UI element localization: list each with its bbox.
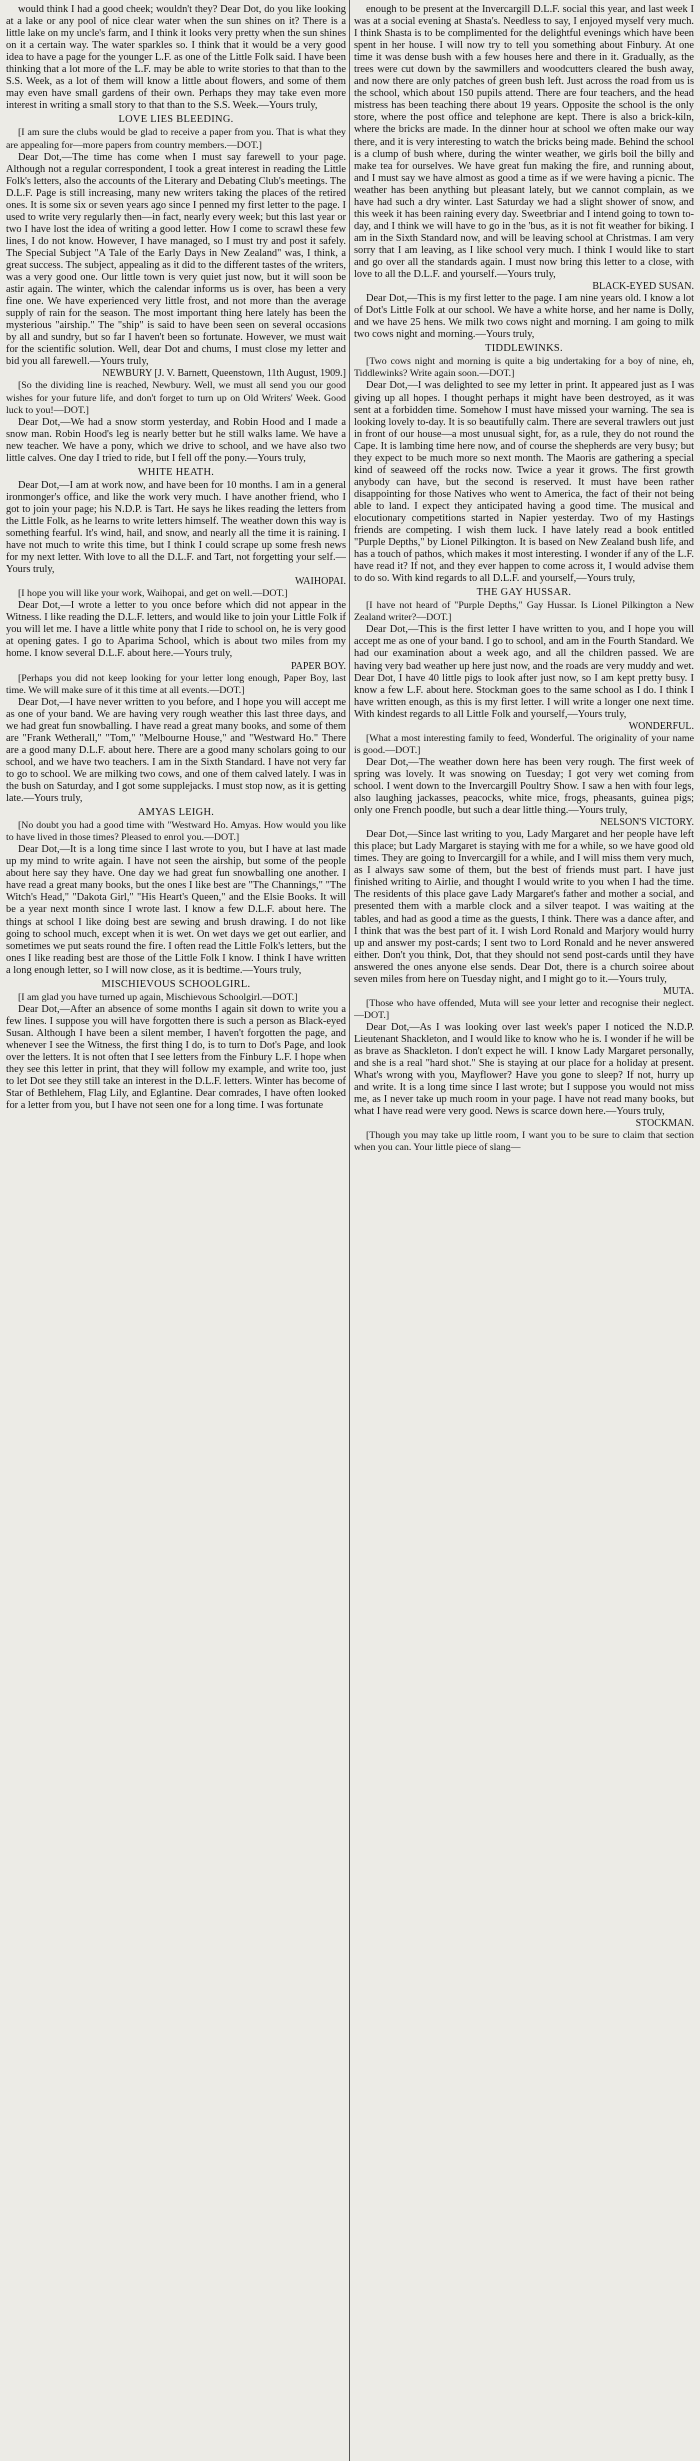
letter-paragraph: Dear Dot,—This is the first letter I have written to you, and I hope you will accept me as one of your band. I go to school, and am in the Fourth Standard. We had our examination about a week ago, and all the children passed. We are having very bad weather up here just now, and the roads are very muddy and wet. Dear Dot, I have 40 little pigs to look after just now, so I am kept pretty busy. I know a few L.F. about here. Stockman goes to the same school as I do. I think I have written enough, as this is my first letter. I will write a longer one next time. With kindest regards to all Little Folk and yourself,—Yours truly, <box>354 624 694 720</box>
signature: PAPER BOY. <box>290 660 346 672</box>
letter-paragraph: Dear Dot,—I was delighted to see my letter in print. It appeared just as I was giving up all hopes. I thought perhaps it might have been destroyed, as it was sent at a forbidden time. Somehow I must have missed your warning. The sea is looking lovely to-day. It is so beautifully calm. There are several trawlers out just in front of our house—a most unusual sight, for, as a rule, they do not round the Cape. It is lambing time here now, and of course the shepherds are very busy; but they expect to be much more so next month. The Maoris are gathering a special kind of seaweed off the rocks now. Twice a year it grows. The first growth anybody can have, but the second is reserved. It must have been rather disappointing for those Natives who went to America, the fact of their not being able to land. I expect they anticipated having a good time. The musical and elocutionary competitions started in Napier yesterday. Two of my Hastings friends are competing. I wish them luck. I have lately read a book entitled "Purple Depths," by Lionel Pilkington. It is based on New Zealand bush life, and has a touch of pathos, which makes it most interesting. I wonder if any of the L.F. have read it? If not, and they ever happen to come across it, I would advise them to do so. With kind regards to all D.L.F. and yourself,—Yours truly, <box>354 380 694 585</box>
pen-name-heading: WHITE HEATH. <box>137 466 215 478</box>
editor-reply: [Those who have offended, Muta will see your letter and recognise their neglect.—DOT.] <box>354 997 694 1021</box>
signature: STOCKMAN. <box>635 1118 694 1130</box>
left-column <box>6 4 346 2461</box>
letter-paragraph: would think I had a good cheek; wouldn't they? Dear Dot, do you like looking at a lake or any pool of nice clear water when the sun shines on it? There is a little lake on my uncle's farm, and I think it looks very pretty when the sun shines on it a certain way. The water sparkles so. I think that it would be a very good idea to have a page for the younger L.F. as one of the Little Folk said. I have been thinking that a lot more of the L.F. may be able to write stories to that than to the S.S. Week, as a lot of them will know a little about flowers, and some of them may even have small gardens of their own. Perhaps they may take even more interest in writing a small story to that than to the S.S. Week.—Yours truly, <box>6 4 346 112</box>
letter-paragraph: enough to be present at the Invercargill D.L.F. social this year, and last week I was at a social evening at Shasta's. Needless to say, I enjoyed myself very much. I think Shasta is to be complimented for the delightful evenings which have been spent in her house. I will now try to tell you something about Finbury. At one time it was dense bush with a few houses here and there in it. Gradually, as the trees were cut down by the sawmillers and woodcutters cleared the bush away, and now there are only patches of green bush left. Just across the road from us is the school, which about 150 pupils attend. There are four teachers, and the head mistress has been teaching there about 19 years. Opposite the school is the only store, where the post office and telephone are kept. There is also a brick-kiln, where the bricks are made. In the dinner hour at school we often make our way there, and it is very interesting to watch the bricks being made. Behind the school is a clump of bush where, during the winter weather, we girls boil the billy and make tea for ourselves. We have great fun making the fire, and running about, and I must say we have almost as good a time as if we were having a picnic. The weather has been anything but pleasant lately, but we cannot complain, as we have had such a dry winter. Last Saturday we had a slight shower of snow, and this week it has been raining every day. Sweetbriar and I intend going to town to-day, and I think we will have to go in the 'bus, as it is not fit weather for biking. I am in the Sixth Standard now, and will be leaving school at Christmas. I am very sorry that I am leaving, as I like school very much. I think I would like to start and go over all the standards again. I must now bring this letter to a close, with love to all the D.L.F. and yourself.—Yours truly, <box>354 4 694 281</box>
letter-paragraph: Dear Dot,—I wrote a letter to you once before which did not appear in the Witness. I like reading the D.L.F. letters, and would like to join your Little Folk if you will let me. I have a little white pony that I ride to school on, he is very good at opening gates. I go to Aparima School, which is about two miles from my home. I know several D.L.F. about here.—Yours truly, <box>6 600 346 660</box>
column-rule <box>349 0 350 2461</box>
editor-reply: [Perhaps you did not keep looking for your letter long enough, Paper Boy, last time. We will make sure of it this time at all events.—DOT.] <box>6 672 346 696</box>
letter-paragraph: Dear Dot,—Since last writing to you, Lady Margaret and her people have left this place; but Lady Margaret is staying with me for a while, so we have good old times. They are going to Invercargill for a while, and I will miss them very much, as I always saw some of them, but the best of friends must part. I have just finished writing to Airlie, and thought I would write to you when I had the time. The residents of this place gave Lady Margaret's father and mother a social, and presented them with a marble clock and a silver teapot. I was waiting at the tables, and had as good a time as the guests, I think. There was a dance after, and I think that was the best part of it. I wish Lord Ronald and Marjory would hurry up and answer my post-cards; I sent two to Lord Ronald and he never answered either. Don't you think, Dot, that they should not send post-cards until they have answered the ones anyone else sends. Dear Dot, there is a church soiree about seven miles from here on Tuesday night, and I might go to it.—Yours truly, <box>354 829 694 985</box>
letter-paragraph: Dear Dot,—I am at work now, and have been for 10 months. I am in a general ironmonger's office, and like the work very much. I have another friend, who I got to join your page; his N.D.P. is Tart. He says he likes reading the letters from the Little Folk, as he learns to write letters himself. The weather down this way is something fearful. It's wind, hail, and snow, and nearly all the time it is raining. I have not much to write this time, but I think I could scrape up some fresh news for my next letter. With love to all the D.L.F. and Tart, not forgetting your self.—Yours truly, <box>6 479 346 576</box>
right-column <box>354 4 694 2461</box>
letter-paragraph: Dear Dot,—As I was looking over last week's paper I noticed the N.D.P. Lieutenant Shackleton, and I would like to know who he is. I wonder if he will be as brave as Shackleton. I don't expect he will. I know Lady Margaret personally, and she is a real "hard shot." She is staying at our place for a holiday at present. What's wrong with you, Mayflower? Have you gone to sleep? If not, hurry up and write. It is a long time since I last wrote; but I suppose you would not miss me, as I never take up much room in your page. I have not read many books, but what I have read were very good. News is scarce down here.—Yours truly, <box>354 1021 694 1118</box>
pen-name-heading: MISCHIEVOUS SCHOOLGIRL. <box>101 978 251 990</box>
signature: BLACK-EYED SUSAN. <box>592 281 694 293</box>
editor-reply: [What a most interesting family to feed, Wonderful. The originality of your name is good.—DOT.] <box>354 732 694 756</box>
editor-reply: [I hope you will like your work, Waihopai, and get on well.—DOT.] <box>18 588 288 600</box>
editor-reply: [So the dividing line is reached, Newbury. Well, we must all send you our good wishes for your future life, and don't forget to turn up on Old Writers' Week. Good luck to you!—DOT.] <box>6 380 346 416</box>
letter-paragraph: Dear Dot,—The weather down here has been very rough. The first week of spring was lovely. It was snowing on Tuesday; I got very wet coming from school. I went down to the Invercargill Poultry Show. I saw a hen with four legs, also laughing jackasses, peacocks, white mice, frogs, pheasants, guinea pigs; only one French poodle, but such a dear little thing.—Yours truly, <box>354 756 694 817</box>
pen-name-heading: AMYAS LEIGH. <box>137 807 215 819</box>
pen-name-heading: TIDDLEWINKS. <box>485 343 563 355</box>
signature: NELSON'S VICTORY. <box>599 817 694 829</box>
signature: WONDERFUL. <box>628 720 694 732</box>
letter-paragraph: Dear Dot,—The time has come when I must say farewell to your page. Although not a regular correspondent, I took a great interest in reading the Little Folk's letters, also the accounts of the Literary and Debating Club's meetings. The D.L.F. Page is still increasing, many new writers taking the places of the retired ones. It is some six or seven years ago since I penned my first letter to the page. I used to write very regularly then—in fact, nearly every week; but this last year or two I have lost the idea of writing a good letter. How I come to scrawl these few lines, I do not know. However, I have managed, so I must try and post it safely. The Special Subject "A Tale of the Early Days in New Zealand" was, I think, a great success. The subject, appealing as it did to the different tastes of the writers, was a very good one. Our little town is very quiet just now, but it will soon be astir again. The winter, which the calendar informs us is over, has been a very fine one. We have experienced very little frost, and not more than the average supply of rain for the season. The most important thing here lately has been the mysterious "airship." The "ship" is said to have been seen on several occasions by all and sundry, but so far I haven't been so fortunate. However, we must wait for the scientific solution. Well, dear Dot and chums, I must close my letter and bid you all farewell.—Yours truly, <box>6 151 346 368</box>
signature: MUTA. <box>662 985 694 997</box>
editor-reply: [I am sure the clubs would be glad to receive a paper from you. That is what they are appealing for—more papers from country members.—DOT.] <box>6 127 346 151</box>
pen-name-heading: LOVE LIES BLEEDING. <box>118 114 234 126</box>
signature: NEWBURY [J. V. Barnett, Queenstown, 11th August, 1909.] <box>102 368 346 380</box>
editor-reply: [Two cows night and morning is quite a big undertaking for a boy of nine, eh, Tiddlewinks? Write again soon.—DOT.] <box>354 356 694 380</box>
editor-reply: [Though you may take up little room, I want you to be sure to claim that section when you can. Your little piece of slang— <box>354 1130 694 1154</box>
letter-paragraph: Dear Dot,—After an absence of some months I again sit down to write you a few lines. I suppose you will have forgotten there is such a person as Black-eyed Susan. Although I have been a silent member, I haven't forgotten the page, and whenever I see the Witness, the first thing I do, is to turn to Dot's Page, and look over the letters. It is not often that I see letters from the Finbury L.F. I hope when they see this letter in print, that they will follow my example, and write too, just to let Dot see they still take an interest in the D.L.F. letters. Winter has become of Star of Bethlehem, Flag Lily, and Eglantine. Dear comrades, I have often looked for a letter from you, but I have not seen one for a long time. I was fortunate <box>6 1003 346 1112</box>
pen-name-heading: THE GAY HUSSAR. <box>476 587 572 599</box>
editor-reply: [I have not heard of "Purple Depths," Gay Hussar. Is Lionel Pilkington a New Zealand writer?—DOT.] <box>354 600 694 624</box>
letter-paragraph: Dear Dot,—This is my first letter to the page. I am nine years old. I know a lot of Dot's Little Folk at our school. We have a white horse, and her name is Dolly, and we have 25 hens. We milk two cows night and morning. I am going to milk two cows night and morning.—Yours truly, <box>354 293 694 341</box>
letter-paragraph: Dear Dot,—It is a long time since I last wrote to you, but I have at last made up my mind to write again. I have not seen the airship, but some of the people about here say they have. One day we had great fun snowballing one another. I have read a great many books, but the ones I like best are "The Channings," "The Witch's Head," "Dakota Girl," "His Heart's Queen," and the Elsie Books. It will be a year next month since I wrote last. I know a few D.L.F. about here. The things at school I like doing best are sewing and brush drawing. I do not like going to school much, except when it is wet. On wet days we get out earlier, and sometimes we put seats round the fire. I often read the Little Folk's letters, but the ones I like reading best are those of the Little Folk I know. I think I have written a long enough letter, so I will now close, as it is bedtime.—Yours truly, <box>6 844 346 976</box>
signature: WAIHOPAI. <box>294 576 346 588</box>
editor-reply: [I am glad you have turned up again, Mischievous Schoolgirl.—DOT.] <box>18 991 298 1003</box>
editor-reply: [No doubt you had a good time with "Westward Ho. Amyas. How would you like to have lived in those times? Pleased to enrol you.—DOT.] <box>6 820 346 844</box>
letter-paragraph: Dear Dot,—We had a snow storm yesterday, and Robin Hood and I made a snow man. Robin Hood's leg is nearly better but he still walks lame. We have a new teacher. We have a pony, which we drive to school, and we have also two little calves. One day I tried to ride, but I fell off the pony.—Yours truly, <box>6 416 346 464</box>
letter-paragraph: Dear Dot,—I have never written to you before, and I hope you will accept me as one of your band. We are having very rough weather this last three days, and we had great fun snowballing. I have read a great many books, and some of them are "Frank Wetherall," "Tom," "Melbourne House," and "Westward Ho." There are a good many D.L.F. about here. There are a good many scholars going to our school, and we have two teachers. I am in the Sixth Standard. I have not very far to go to school. We are milking two cows, and one of them calved lately. I was in the bush on Saturday, and I got some supplejacks. I must stop now, as it is getting late.—Yours truly, <box>6 696 346 805</box>
